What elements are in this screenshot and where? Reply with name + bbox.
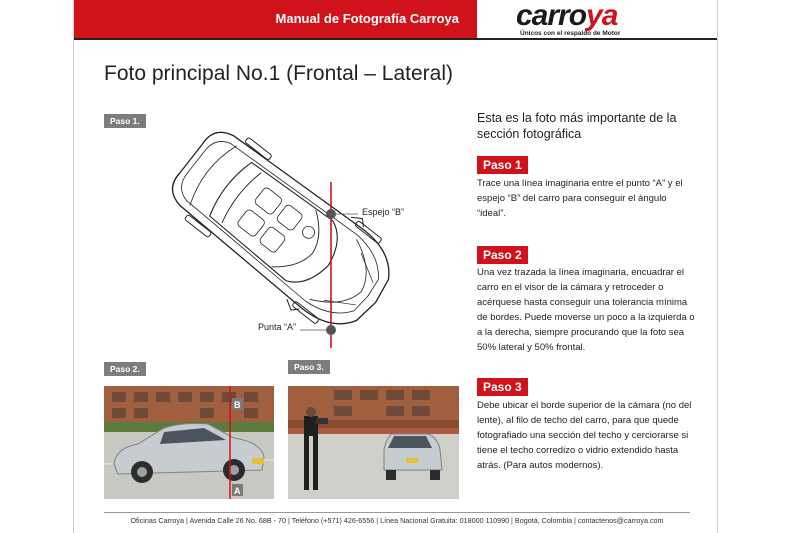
page-border-right <box>717 0 718 533</box>
paso2-photo <box>104 386 274 499</box>
car-outline-drawing <box>150 110 440 350</box>
paso-2-text: Una vez trazada la línea imaginaria, encuadrar el carro en el visor de la cámara y retroceder o acérquese hasta conseguir una tolerancia mínima de bordes. Puede moverse un poco a la izquierda o a la derecha, siempre procurando que la foto sea 50% lateral y 50% frontal. <box>477 267 695 353</box>
photo-marker-b: B <box>234 400 241 410</box>
car-side-photo-illustration <box>104 386 274 499</box>
paso3-tag: Paso 3. <box>288 360 330 374</box>
footer-rule <box>104 512 690 513</box>
paso-1-badge: Paso 1 <box>477 156 528 174</box>
car-topview-diagram <box>150 110 440 350</box>
paso1-tag: Paso 1. <box>104 114 146 128</box>
intro-text: Esta es la foto más importante de la sección fotográfica <box>477 111 677 141</box>
logo-word-main: carro <box>516 0 587 32</box>
logo-tagline: Únicos con el respaldo de Motor <box>520 30 621 37</box>
photographer-photo-illustration <box>288 386 459 499</box>
paso2-tag: Paso 2. <box>104 362 146 376</box>
logo-word-accent: ya <box>586 0 618 32</box>
paso3-photo <box>288 386 459 499</box>
footer-contact-text: Oficinas Carroya | Avenida Calle 26 No. 68B - 70 | Teléfono (+571) 426-6556 | Línea Nacional Gratuita: 018000 110990 | Bogotá, Colombia | contactenos@carroya.com <box>130 516 664 525</box>
paso-1-text: Trace una línea imaginaria entre el punto “A” y el espejo “B” del carro para conseguir el ángulo “ideal”. <box>477 178 683 219</box>
label-espejo-b: Espejo “B” <box>362 207 405 217</box>
point-a-marker <box>326 325 336 335</box>
carroya-logo <box>516 2 666 38</box>
page-title: Foto principal No.1 (Frontal – Lateral) <box>104 62 453 85</box>
logo-wordmark <box>516 2 666 30</box>
header-title: Manual de Fotografía Carroya <box>275 11 459 26</box>
page-border-left <box>73 0 74 533</box>
paso-2-badge: Paso 2 <box>477 246 528 264</box>
label-punta-a: Punta “A” <box>258 322 297 332</box>
point-b-marker <box>326 209 336 219</box>
photo-marker-a: A <box>234 486 241 496</box>
header-rule <box>74 38 717 40</box>
paso-3-text: Debe ubicar el borde superior de la cámara (no del lente), al filo de techo del carro, para que quede fotografiado una sección del techo y cerciorarse si tiene el techo corredizo o vidrio extendido hasta atrás. (Para autos modernos). <box>477 400 692 471</box>
header-band <box>74 0 477 38</box>
paso-3-badge: Paso 3 <box>477 378 528 396</box>
